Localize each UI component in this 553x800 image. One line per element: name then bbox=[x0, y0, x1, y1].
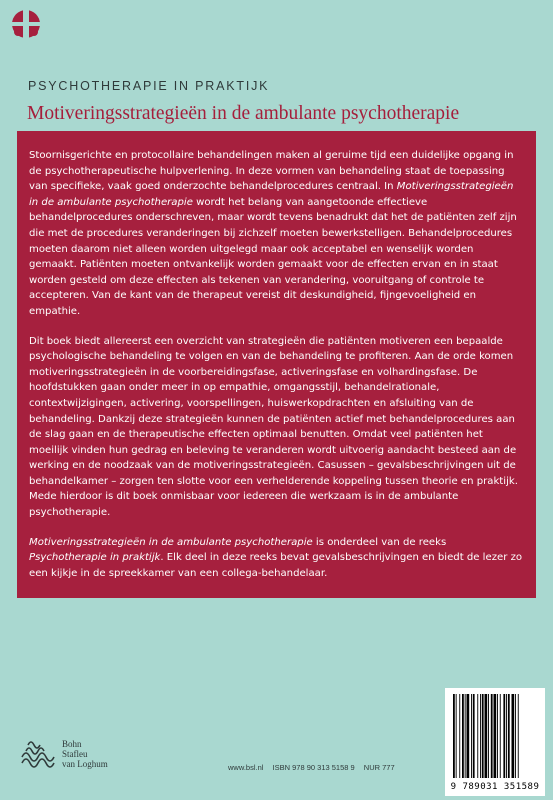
description-paragraph-3: Motiveringsstrategieën in de ambulante psychotherapie is onderdeel van de reeks Psychotherapie in praktijk. Elk deel in deze reeks bevat gevalsbeschrijvingen en biedt de lezer zo een kijkje in de spreekkamer van een collega-behandelaar. bbox=[29, 536, 523, 579]
book-title: Motiveringsstrategieën in de ambulante psychotherapie bbox=[27, 103, 460, 124]
barcode-bars bbox=[445, 688, 545, 782]
series-label: PSYCHOTHERAPIE IN PRAKTIJK bbox=[28, 79, 270, 93]
footer-info bbox=[228, 763, 402, 772]
barcode-number: 9 789031 351589 bbox=[450, 782, 540, 792]
publisher-emblem-icon bbox=[6, 6, 46, 46]
description-paragraph-2: Dit boek biedt allereerst een overzicht van strategieën die patiënten motiveren een bepaalde psychologische behandeling te volgen en van de behandeling te profiteren. Aan de orde komen motiveringsstrategieën in de voorbereidingsfase, activeringsfase en volhardingsfase. De hoofdstukken gaan onder meer in op empathie, omgangsstijl, behandelrationale, contextwijzigingen, activering, voorspellingen, huiswerkopdrachten en afsluiting van de behandeling. Dankzij deze strategieën kunnen de patiënten actief met behandelprocedures aan de slag gaan en de therapeutische effecten optimaal benutten. Omdat veel patiënten het moeilijk vinden hun gedrag en beleving te veranderen wordt uitvoerig aandacht besteed aan de werking en de noodzaak van de motiveringsstrategieën. Casussen – gevalsbeschrijvingen uit de behandelkamer – zorgen ten slotte voor een verhelderende koppeling tussen theorie en praktijk. Mede hierdoor is dit boek onmisbaar voor iedereen die werkzaam is in de ambulante psychotherapie. bbox=[29, 335, 518, 519]
bsl-logo-icon bbox=[18, 717, 58, 769]
isbn-text: ISBN 978 90 313 5158 9 bbox=[272, 763, 355, 772]
publisher-name: Bohn Stafleu van Loghum bbox=[62, 739, 108, 769]
nur-text: NUR 777 bbox=[363, 763, 395, 772]
website-link[interactable]: www.bsl.nl bbox=[228, 763, 264, 772]
description-paragraph-1: Stoornisgerichte en protocollaire behandelingen maken al geruime tijd een duidelijke opgang in de psychotherapeutische hulpverlening. In deze vormen van behandeling staat de toepassing van specifieke, vaak goed onderzochte behandelprocedures centraal. In Motiveringsstrategieën in de ambulante psychotherapie wordt het belang van aangetoonde effectieve behandelprocedures onderschreven, maar wordt tevens benadrukt dat het de patiënten zelf zijn die met de procedures veranderingen bij zichzelf moeten bewerkstelligen. Behandelprocedures moeten daarom niet alleen worden uitgelegd maar ook acceptabel en wenselijk worden gemaakt. Patiënten moeten ontvankelijk worden gemaakt voor de effecten ervan en in staat worden gesteld om deze effecten als tekenen van verandering, vooruitgang of controle te accepteren. Van de kant van de therapeut vereist dit deskundigheid, fijngevoeligheid en empathie. bbox=[29, 150, 517, 317]
description-panel bbox=[17, 131, 536, 598]
isbn-barcode bbox=[445, 688, 545, 796]
